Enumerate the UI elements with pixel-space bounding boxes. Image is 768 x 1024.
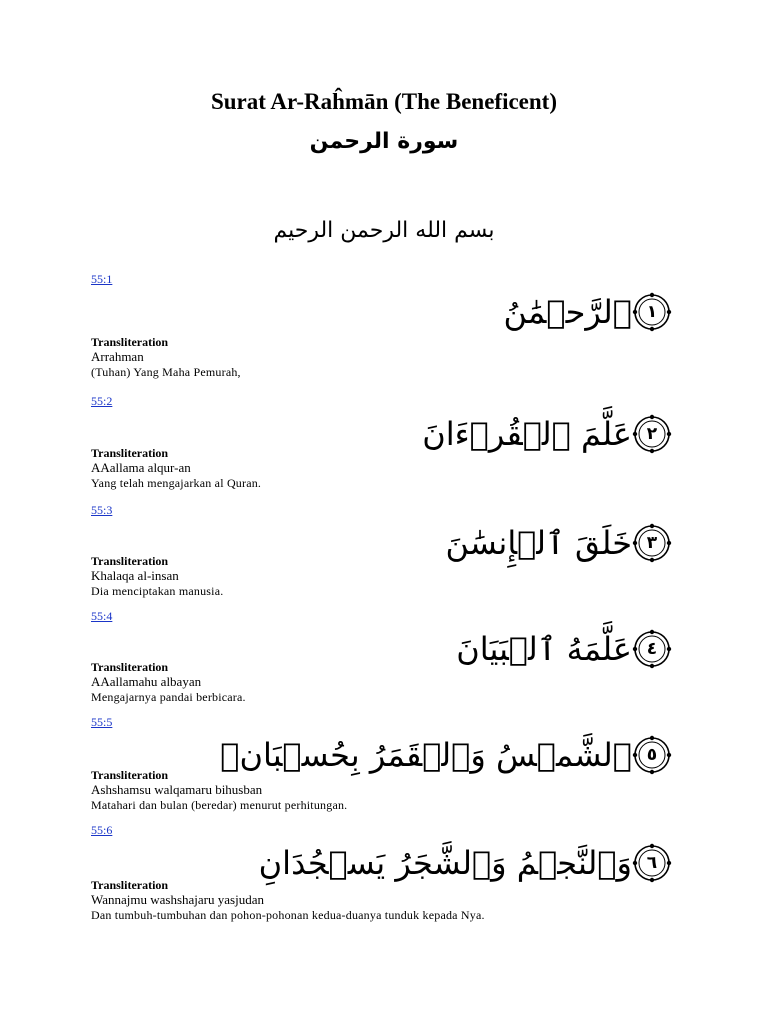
translation-text: (Tuhan) Yang Maha Pemurah, xyxy=(91,365,241,379)
transliteration-text: Ashshamsu walqamaru bihusban xyxy=(91,782,263,797)
verse-55-6 xyxy=(0,823,768,923)
verse-arabic-text: عَلَّمَ ٱلۡقُرۡءَانَ xyxy=(422,415,632,453)
transliteration-label: Transliteration xyxy=(91,768,169,782)
transliteration-label: Transliteration xyxy=(91,878,169,892)
page-title: Surat Ar-Raĥmān (The Beneficent) xyxy=(210,89,558,114)
translation-text: Dia menciptakan manusia. xyxy=(91,584,224,598)
verse-55-3 xyxy=(0,503,768,603)
verse-ref-link[interactable]: 55:6 xyxy=(91,823,113,837)
verse-arabic xyxy=(504,290,680,334)
ayah-number: ١ xyxy=(646,302,658,322)
verse-arabic-text: خَلَقَ ٱلۡإِنسَٰنَ xyxy=(445,524,632,562)
ayah-number: ٢ xyxy=(646,424,658,444)
ayah-end-marker-icon xyxy=(632,414,672,454)
translation-text: Matahari dan bulan (beredar) menurut perhitungan. xyxy=(91,798,348,812)
verse-arabic-text: ٱلشَّمۡسُ وَٱلۡقَمَرُ بِحُسۡبَانٖ xyxy=(220,736,632,774)
transliteration-label: Transliteration xyxy=(91,446,169,460)
verse-ref-link[interactable]: 55:3 xyxy=(91,503,113,517)
ayah-number: ٣ xyxy=(646,533,658,553)
ayah-number: ٤ xyxy=(646,639,658,659)
translation-text: Yang telah mengajarkan al Quran. xyxy=(91,476,262,490)
ayah-number: ٦ xyxy=(646,853,658,873)
transliteration-text: Arrahman xyxy=(91,349,144,364)
verse-arabic-text: وَٱلنَّجۡمُ وَٱلشَّجَرُ يَسۡجُدَانِ xyxy=(258,844,632,882)
ayah-end-marker-icon xyxy=(632,629,672,669)
transliteration-label: Transliteration xyxy=(91,335,169,349)
transliteration-text: Wannajmu washshajaru yasjudan xyxy=(91,892,264,907)
verse-arabic-text: ٱلرَّحۡمَٰنُ xyxy=(503,293,632,331)
verse-arabic xyxy=(259,841,680,885)
verse-55-2 xyxy=(0,394,768,494)
verse-ref-link[interactable]: 55:4 xyxy=(91,609,113,623)
verse-ref-link[interactable]: 55:1 xyxy=(91,272,113,286)
page-title-arabic: سورة الرحمن xyxy=(309,129,459,154)
transliteration-text: Khalaqa al-insan xyxy=(91,568,179,583)
verse-55-4 xyxy=(0,609,768,709)
transliteration-text: AAallama alqur-an xyxy=(91,460,191,475)
translation-text: Mengajarnya pandai berbicara. xyxy=(91,690,246,704)
verse-ref-link[interactable]: 55:2 xyxy=(91,394,113,408)
verse-arabic-text: عَلَّمَهُ ٱلۡبَيَانَ xyxy=(456,630,632,668)
ayah-end-marker-icon xyxy=(632,735,672,775)
ayah-end-marker-icon xyxy=(632,292,672,332)
verse-arabic xyxy=(220,733,680,777)
verse-arabic xyxy=(422,412,680,456)
verse-55-1 xyxy=(0,272,768,379)
ayah-number: ٥ xyxy=(646,745,658,765)
transliteration-label: Transliteration xyxy=(91,660,169,674)
transliteration-label: Transliteration xyxy=(91,554,169,568)
ayah-end-marker-icon xyxy=(632,843,672,883)
transliteration-text: AAallamahu albayan xyxy=(91,674,202,689)
verse-55-5 xyxy=(0,715,768,815)
verse-arabic xyxy=(456,627,680,671)
ayah-end-marker-icon xyxy=(632,523,672,563)
translation-text: Dan tumbuh-tumbuhan dan pohon-pohonan kedua-duanya tunduk kepada Nya. xyxy=(91,908,485,922)
verse-ref-link[interactable]: 55:5 xyxy=(91,715,113,729)
basmala: بسم الله الرحمن الرحيم xyxy=(273,218,495,243)
verse-arabic xyxy=(446,521,681,565)
